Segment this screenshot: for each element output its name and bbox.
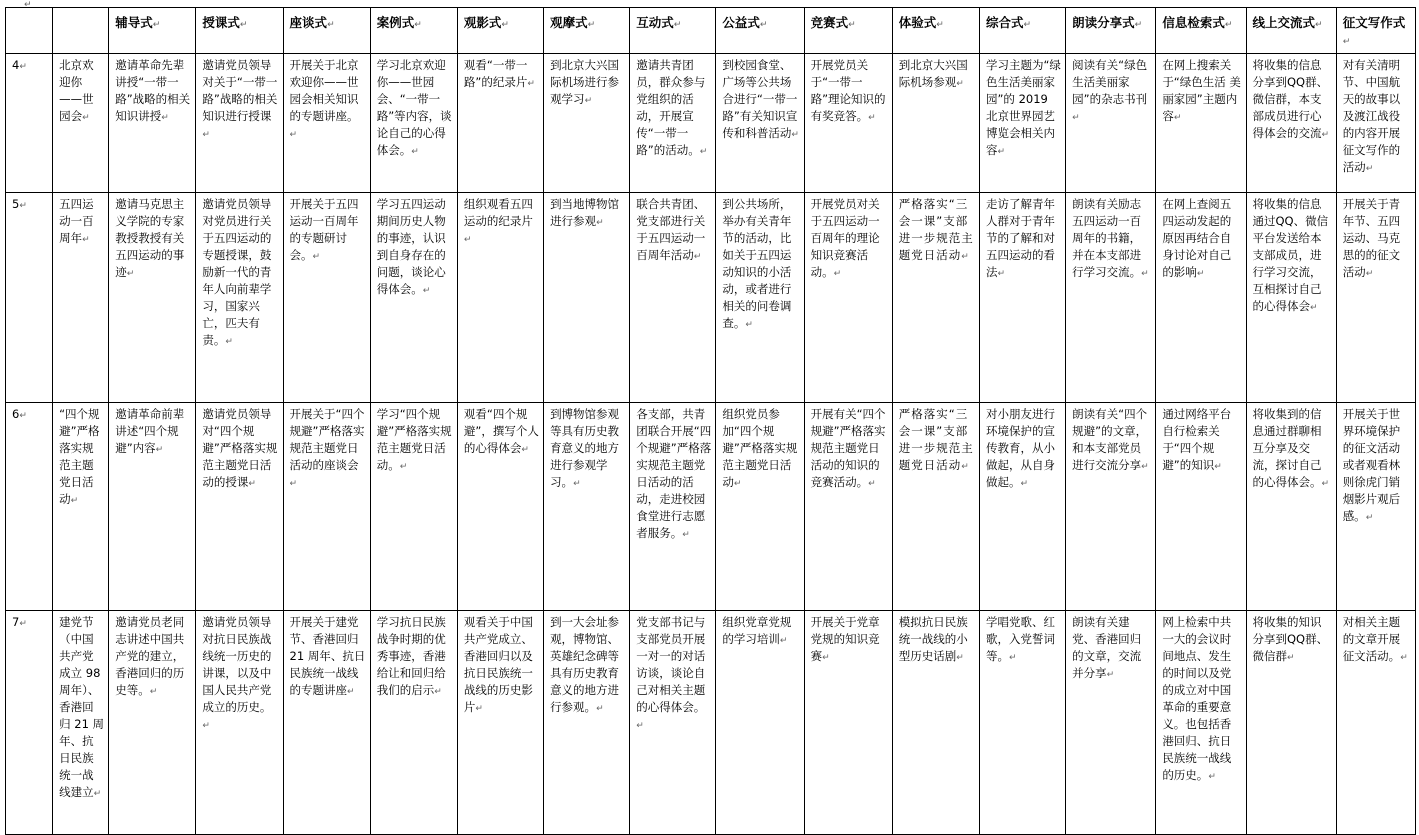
table-cell: 到一大会址参观，博物馆、英雄纪念碑等具有历史教育意义的地方进行参观。↵ bbox=[544, 611, 630, 835]
header-cell: 综合式↵ bbox=[979, 8, 1065, 54]
table-cell: 学习“四个规避”严格落实规范主题党日活动。↵ bbox=[370, 403, 457, 611]
table-cell: 走访了解青年人群对于青年节的了解和对五四运动的看法↵ bbox=[979, 193, 1065, 403]
table-cell: 联合共青团、党支部进行关于五四运动一百周年活动↵ bbox=[630, 193, 716, 403]
table-cell: 党支部书记与支部党员开展一对一的对话访谈，谈论自己对相关主题的心得体会。↵ bbox=[630, 611, 716, 835]
table-cell: 朗读有关“四个规避”的文章，和本支部党员进行交流分享↵ bbox=[1066, 403, 1156, 611]
table-cell: 对有关清明节、中国航天的故事以及渡江战役的内容开展征文写作的活动↵ bbox=[1336, 54, 1415, 193]
row-number: 4↵ bbox=[6, 54, 53, 193]
table-cell: 观看“一带一路”的纪录片↵ bbox=[457, 54, 543, 193]
table-cell: 邀请革命先辈讲授“一带一路”战略的相关知识讲授↵ bbox=[109, 54, 196, 193]
table-cell: 开展关于世界环境保护的征文活动或者观看林则徐虎门销烟影片观后感。↵ bbox=[1336, 403, 1415, 611]
table-cell: 到博物馆参观等具有历史教育意义的地方进行参观学习。↵ bbox=[544, 403, 630, 611]
table-cell: 开展有关“四个规避”严格落实规范主题党日活动的知识的竞赛活动。↵ bbox=[804, 403, 892, 611]
table-cell: 开展关于建党节、香港回归 21 周年、抗日民族统一战线的专题讲座↵ bbox=[283, 611, 370, 835]
table-cell: 学习抗日民族战争时期的优秀事迹，香港给让和回归给我们的启示↵ bbox=[370, 611, 457, 835]
table-cell: 对相关主题的文章开展征文活动。↵ bbox=[1336, 611, 1415, 835]
header-cell-index bbox=[6, 8, 53, 54]
table-cell: 组织党章党规的学习培训↵ bbox=[716, 611, 804, 835]
header-cell: 授课式↵ bbox=[196, 8, 283, 54]
table-cell: 朗读有关建党、香港回归的文章，交流并分享↵ bbox=[1066, 611, 1156, 835]
paragraph-mark: ↵ bbox=[24, 0, 32, 10]
table-cell: 学习主题为“绿色生活美丽家园”的 2019 北京世界园艺博览会相关内容↵ bbox=[979, 54, 1065, 193]
table-cell: 学唱党歌、红歌，入党誓词等。↵ bbox=[979, 611, 1065, 835]
table-cell: 邀请党员领导对关于“一带一路”战略的相关知识进行授课↵ bbox=[196, 54, 283, 193]
table-cell: 严格落实“三会一课”支部进一步规范主题党日活动↵ bbox=[892, 403, 979, 611]
table-cell: 在网上搜索关于“绿色生活 美丽家园”主题内容↵ bbox=[1156, 54, 1246, 193]
header-cell: 体验式↵ bbox=[892, 8, 979, 54]
table-cell: 到北京大兴国际机场进行参观学习↵ bbox=[544, 54, 630, 193]
table-cell: 建党节（中国共产党成立 98 周年）、香港回归 21 周年、抗日民族统一战线建立↵ bbox=[53, 611, 109, 835]
table-cell: 邀请党员领导对党员进行关于五四运动的专题授课，鼓励新一代的青年人向前辈学习，国家兴亡，匹夫有责。↵ bbox=[196, 193, 283, 403]
table-cell: 将收集的信息分享到QQ群、微信群，本支部成员进行心得体会的交流↵ bbox=[1246, 54, 1336, 193]
header-cell: 线上交流式↵ bbox=[1246, 8, 1336, 54]
table-cell: 观看“四个规避”，撰写个人的心得体会↵ bbox=[457, 403, 543, 611]
table-cell: “四个规避”严格落实规范主题党日活动↵ bbox=[53, 403, 109, 611]
table-cell: 邀请党员老同志讲述中国共产党的建立，香港回归的历史等。↵ bbox=[109, 611, 196, 835]
table-row bbox=[6, 611, 1416, 835]
table-row bbox=[6, 403, 1416, 611]
table-cell: 开展党员关于“一带一路”理论知识的有奖竞答。↵ bbox=[804, 54, 892, 193]
table-cell: 邀请党员领导对抗日民族战线统一历史的讲课，以及中国人民共产党成立的历史。↵ bbox=[196, 611, 283, 835]
table-cell: 将收集的信息通过QQ、微信平台发送给本支部成员，进行学习交流，互相探讨自己的心得体会↵ bbox=[1246, 193, 1336, 403]
table-cell: 观看关于中国共产党成立、香港回归以及抗日民族统一战线的历史影片↵ bbox=[457, 611, 543, 835]
table-cell: 北京欢迎你——世园会↵ bbox=[53, 54, 109, 193]
table-cell: 将收集到的信息通过群聊相互分享及交流，探讨自己的心得体会。↵ bbox=[1246, 403, 1336, 611]
table-cell: 开展关于北京欢迎你——世园会相关知识的专题讲座。↵ bbox=[283, 54, 370, 193]
header-cell: 观摩式↵ bbox=[544, 8, 630, 54]
table-cell: 开展关于青年节、五四运动、马克思的的征文活动↵ bbox=[1336, 193, 1415, 403]
table-cell: 邀请马克思主义学院的专家教授教授有关五四运动的事迹↵ bbox=[109, 193, 196, 403]
table-row bbox=[6, 54, 1416, 193]
table-cell: 邀请党员领导对“四个规避”严格落实规范主题党日活动的授课↵ bbox=[196, 403, 283, 611]
table-cell: 将收集的知识分享到QQ群、微信群↵ bbox=[1246, 611, 1336, 835]
table-cell: 开展关于五四运动一百周年的专题研讨会。↵ bbox=[283, 193, 370, 403]
table-cell: 各支部，共青团联合开展“四个规避”严格落实规范主题党日活动的活动，走进校园食堂进行志愿者服务。↵ bbox=[630, 403, 716, 611]
table-cell: 五四运动一百周年↵ bbox=[53, 193, 109, 403]
header-cell: 互动式↵ bbox=[630, 8, 716, 54]
table-cell: 通过网络平台自行检索关于“四个规避”的知识↵ bbox=[1156, 403, 1246, 611]
table-cell: 开展关于党章党规的知识竞赛↵ bbox=[804, 611, 892, 835]
table-cell: 邀请革命前辈讲述“四个规避”内容↵ bbox=[109, 403, 196, 611]
table-cell: 模拟抗日民族统一战线的小型历史话剧↵ bbox=[892, 611, 979, 835]
table-cell: 到公共场所，举办有关青年节的活动，比如关于五四运动知识的小活动，或者进行相关的问卷调查。↵ bbox=[716, 193, 804, 403]
table-cell: 组织观看五四运动的纪录片↵ bbox=[457, 193, 543, 403]
header-cell: 信息检索式↵ bbox=[1156, 8, 1246, 54]
table-cell: 开展党员对关于五四运动一百周年的理论知识竞赛活动。↵ bbox=[804, 193, 892, 403]
table-cell: 严格落实“三会一课”支部进一步规范主题党日活动↵ bbox=[892, 193, 979, 403]
row-number: 6↵ bbox=[6, 403, 53, 611]
table-cell: 网上检索中共一大的会议时间地点、发生的时间以及党的成立对中国革命的重要意义。也包括香港回归、抗日民族统一战线的历史。↵ bbox=[1156, 611, 1246, 835]
table-cell: 到北京大兴国际机场参观↵ bbox=[892, 54, 979, 193]
row-number: 5↵ bbox=[6, 193, 53, 403]
header-cell: 座谈式↵ bbox=[283, 8, 370, 54]
table-cell: 学习五四运动期间历史人物的事迹，认识到自身存在的问题，谈论心得体会。↵ bbox=[370, 193, 457, 403]
table-row bbox=[6, 193, 1416, 403]
header-cell: 公益式↵ bbox=[716, 8, 804, 54]
header-cell: 竞赛式↵ bbox=[804, 8, 892, 54]
table-cell: 朗读有关励志五四运动一百周年的书籍，并在本支部进行学习交流。↵ bbox=[1066, 193, 1156, 403]
header-cell: 征文写作式↵ bbox=[1336, 8, 1415, 54]
table-cell: 组织党员参加“四个规避”严格落实规范主题党日活动↵ bbox=[716, 403, 804, 611]
table-cell: 开展关于“四个规避”严格落实规范主题党日活动的座谈会↵ bbox=[283, 403, 370, 611]
table-cell: 邀请共青团员，群众参与党组织的活动，开展宣传“一带一路”的活动。↵ bbox=[630, 54, 716, 193]
table-cell: 阅读有关“绿色生活美丽家园”的杂志书刊↵ bbox=[1066, 54, 1156, 193]
header-cell: 朗读分享式↵ bbox=[1066, 8, 1156, 54]
header-cell: 案例式↵ bbox=[370, 8, 457, 54]
table-cell: 到校园食堂、广场等公共场合进行“一带一路”有关知识宣传和科普活动↵ bbox=[716, 54, 804, 193]
header-cell: 辅导式↵ bbox=[109, 8, 196, 54]
activity-table bbox=[5, 7, 1416, 835]
header-row bbox=[6, 8, 1416, 54]
table-cell: 学习北京欢迎你——世园会、“一带一路”等内容，谈论自己的心得体会。↵ bbox=[370, 54, 457, 193]
table-cell: 在网上查阅五四运动发起的原因再结合自身讨论对自己的影响↵ bbox=[1156, 193, 1246, 403]
header-cell-topic bbox=[53, 8, 109, 54]
table-cell: 到当地博物馆进行参观↵ bbox=[544, 193, 630, 403]
table-cell: 对小朋友进行环境保护的宣传教育，从小做起，从自身做起。↵ bbox=[979, 403, 1065, 611]
row-number: 7↵ bbox=[6, 611, 53, 835]
header-cell: 观影式↵ bbox=[457, 8, 543, 54]
